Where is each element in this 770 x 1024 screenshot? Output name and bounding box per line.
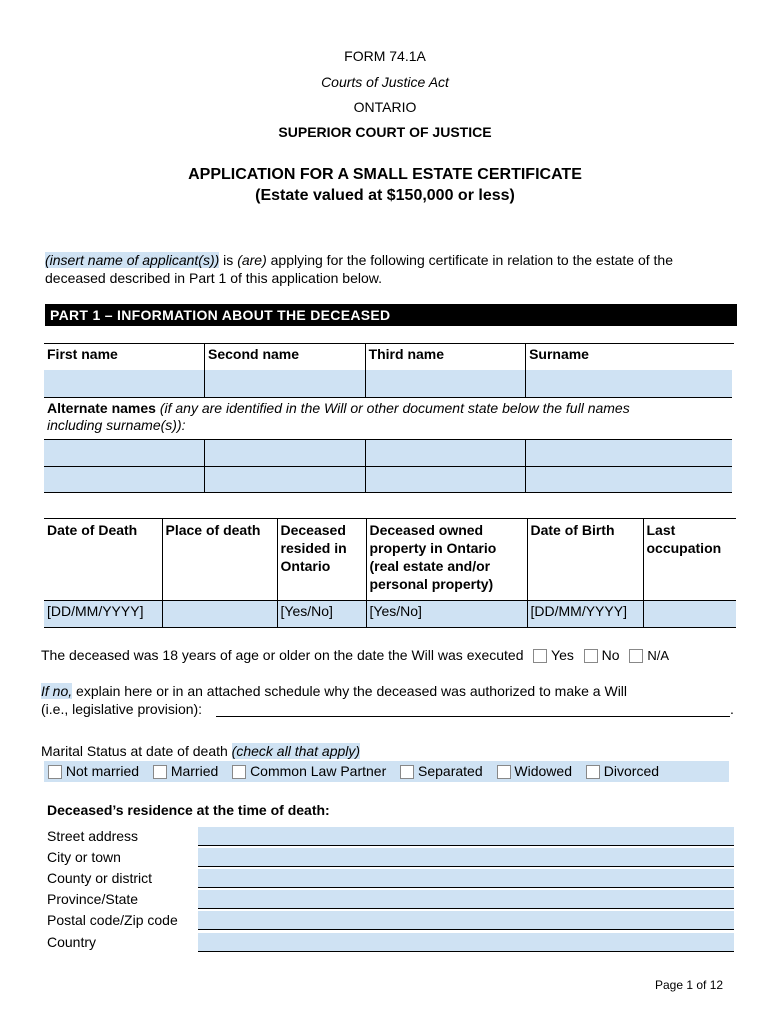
street-address-label: Street address (47, 828, 139, 844)
postal-code-input[interactable] (198, 911, 734, 930)
age-yes-label: Yes (551, 647, 574, 663)
legislative-provision-input[interactable] (216, 716, 730, 717)
age-no-checkbox[interactable] (584, 649, 598, 663)
if-no-text: explain here or in an attached schedule why the deceased was authorized to make a Will (72, 683, 628, 699)
header-owned-property (366, 519, 527, 601)
name-header-first: First name (44, 344, 205, 370)
age-no-label: No (601, 647, 620, 663)
intro-text: deceased described in Part 1 of this application below. (45, 270, 382, 286)
if-no-explanation (41, 683, 627, 699)
province-input[interactable] (198, 890, 734, 909)
header-text: Deceased owned (369, 522, 484, 538)
county-input[interactable] (198, 869, 734, 888)
act-name: Courts of Justice Act (321, 74, 449, 90)
alternate-names-hint: including surname(s)): (47, 417, 186, 433)
header-text: (real estate and/or (369, 558, 491, 574)
last-occupation-input[interactable] (643, 601, 736, 628)
date-of-birth-input[interactable]: [DD/MM/YYYY] (527, 601, 643, 628)
header-text: Deceased (280, 522, 346, 538)
alt-second-name-input[interactable] (205, 467, 366, 493)
alt-third-name-input[interactable] (365, 440, 526, 467)
intro-text: is (219, 252, 238, 268)
intro-paragraph (45, 251, 735, 287)
alt-second-name-input[interactable] (205, 440, 366, 467)
name-header-surname: Surname (529, 346, 589, 362)
name-header-second: Second name (205, 344, 366, 370)
city-label: City or town (47, 849, 121, 865)
document-subtitle: (Estate valued at $150,000 or less) (255, 187, 515, 204)
not-married-checkbox[interactable] (48, 765, 62, 779)
alt-first-name-input[interactable] (44, 440, 205, 467)
intro-text: (are) (237, 252, 267, 268)
residence-heading: Deceased’s residence at the time of death: (47, 802, 330, 818)
header-text: resided in (280, 540, 347, 556)
header-last-occupation (643, 519, 736, 601)
separated-label: Separated (418, 763, 483, 779)
street-address-input[interactable] (198, 827, 734, 846)
header-text: personal property) (369, 576, 494, 592)
resided-in-ontario-input[interactable]: [Yes/No] (277, 601, 366, 628)
court-name: SUPERIOR COURT OF JUSTICE (278, 124, 492, 140)
header-text: Last (646, 522, 676, 538)
header-text: Ontario (280, 558, 331, 574)
header-date-of-death: Date of Death (44, 519, 162, 601)
if-no-label: If no, (41, 683, 73, 699)
alt-third-name-input[interactable] (365, 467, 526, 493)
province-name: ONTARIO (353, 99, 417, 115)
county-label: County or district (47, 870, 153, 886)
page-number: Page 1 of 12 (655, 978, 724, 992)
place-of-death-input[interactable] (162, 601, 277, 628)
marital-status-options (44, 761, 729, 782)
alternate-names-hint: (if any are identified in the Will or other document state below the full names (155, 400, 630, 416)
age-yes-checkbox[interactable] (533, 649, 547, 663)
country-label: Country (47, 934, 97, 950)
marital-status-label (41, 743, 360, 759)
alt-surname-input[interactable] (526, 440, 734, 467)
alt-surname-input[interactable] (526, 467, 734, 493)
first-name-input[interactable] (44, 370, 205, 398)
divorced-checkbox[interactable] (586, 765, 600, 779)
intro-text: applying for the following certificate in relation to the estate of the (266, 252, 673, 268)
third-name-input[interactable] (365, 370, 526, 398)
form-number: FORM 74.1A (344, 48, 426, 64)
surname-input[interactable] (526, 370, 734, 398)
date-of-death-input[interactable]: [DD/MM/YYYY] (44, 601, 162, 628)
part1-heading: PART 1 – INFORMATION ABOUT THE DECEASED (45, 304, 737, 326)
header-resided-in-ontario (277, 519, 366, 601)
not-married-label: Not married (65, 763, 140, 779)
period-text: . (730, 701, 734, 717)
common-law-label: Common Law Partner (250, 763, 387, 779)
header-place-of-death: Place of death (162, 519, 277, 601)
header-text: occupation (646, 540, 722, 556)
age-question-row (41, 647, 669, 663)
death-details-table (44, 518, 736, 628)
name-table (44, 343, 736, 493)
common-law-checkbox[interactable] (232, 765, 246, 779)
married-label: Married (170, 763, 219, 779)
age-na-checkbox[interactable] (629, 649, 643, 663)
divorced-label: Divorced (603, 763, 660, 779)
widowed-checkbox[interactable] (497, 765, 511, 779)
owned-property-input[interactable]: [Yes/No] (366, 601, 527, 628)
marital-hint: (check all that apply) (231, 743, 361, 759)
header-date-of-birth: Date of Birth (527, 519, 643, 601)
document-title: APPLICATION FOR A SMALL ESTATE CERTIFICATE (188, 166, 582, 183)
province-label: Province/State (47, 891, 139, 907)
widowed-label: Widowed (514, 763, 572, 779)
country-input[interactable] (198, 933, 734, 952)
postal-code-label: Postal code/Zip code (47, 912, 178, 928)
second-name-input[interactable] (205, 370, 366, 398)
alternate-names-title: Alternate names (47, 400, 156, 416)
applicant-name-field[interactable]: (insert name of applicant(s)) (45, 252, 220, 268)
married-checkbox[interactable] (153, 765, 167, 779)
separated-checkbox[interactable] (400, 765, 414, 779)
alt-first-name-input[interactable] (44, 467, 205, 493)
age-na-label: N/A (647, 648, 670, 663)
legislative-provision-label: (i.e., legislative provision): (41, 701, 203, 717)
name-header-third: Third name (365, 344, 526, 370)
marital-label-text: Marital Status at date of death (41, 743, 232, 759)
age-question-text: The deceased was 18 years of age or older on the date the Will was executed (41, 647, 524, 663)
header-text: property in Ontario (369, 540, 497, 556)
alternate-names-label (44, 398, 734, 440)
city-input[interactable] (198, 848, 734, 867)
